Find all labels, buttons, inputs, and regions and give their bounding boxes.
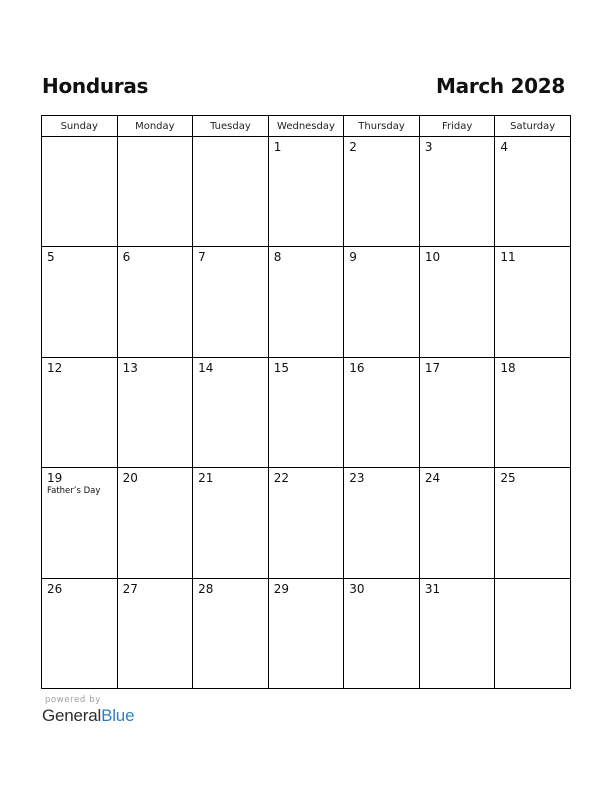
day-cell [419,247,495,357]
weekday-header: Sunday [42,116,118,137]
day-number: 17 [424,360,441,375]
week-row [42,357,571,467]
day-cell [419,578,495,688]
day-number: 18 [500,360,516,375]
day-number: 6 [122,250,131,265]
day-cell [117,578,193,688]
day-number: 8 [273,250,282,265]
day-number: 30 [349,581,365,596]
brand-name-part1: General [42,706,102,725]
day-number [495,579,570,582]
day-number: 27 [122,581,138,596]
day-number: 22 [273,471,289,486]
day-number: 23 [349,471,365,486]
day-number: 15 [273,360,289,375]
day-number [42,137,117,140]
day-number: 7 [198,250,206,265]
week-row [42,468,571,578]
day-cell [495,578,571,688]
day-cell [419,357,495,467]
footer-branding [42,695,134,726]
day-cell [42,578,118,688]
day-number: 4 [500,140,509,154]
day-cell [344,468,420,578]
day-cell [268,137,344,247]
week-row [42,137,571,247]
month-year-title: March 2028 [436,74,565,98]
day-cell [193,137,269,247]
day-cell [42,137,118,247]
day-cell [117,468,193,578]
day-cell [42,357,118,467]
weekday-header: Thursday [344,116,420,137]
day-cell [344,357,420,467]
day-number: 14 [198,360,214,375]
day-number: 16 [349,360,365,375]
day-cell [268,247,344,357]
day-number: 12 [47,360,63,375]
powered-by-label: powered by [45,695,101,705]
day-cell [268,578,344,688]
day-number: 11 [500,250,516,265]
day-cell [268,357,344,467]
day-number [118,137,193,140]
brand-name-part2: Blue [101,706,135,725]
day-number: 19 [47,471,63,486]
calendar-header [42,72,565,100]
day-number: 5 [47,250,55,265]
day-number: 26 [47,581,63,596]
day-number: 25 [500,471,516,486]
day-cell [268,468,344,578]
day-cell [495,137,571,247]
day-number: 3 [424,140,433,154]
day-cell [193,578,269,688]
day-cell [193,247,269,357]
calendar-grid [41,115,571,689]
day-number: 28 [198,581,214,596]
day-number: 21 [198,471,214,486]
day-number: 29 [273,581,289,596]
day-cell [117,357,193,467]
day-number: 13 [122,360,138,375]
day-cell [117,247,193,357]
day-number: 24 [424,471,441,486]
weekday-header: Monday [117,116,193,137]
day-number: 10 [424,250,441,265]
day-number: 31 [424,581,441,596]
weekday-header: Tuesday [193,116,269,137]
day-cell [344,578,420,688]
weekday-header: Friday [419,116,495,137]
weekday-header-row [42,116,571,137]
day-cell [344,247,420,357]
day-number: 20 [122,471,138,486]
holiday-label: Father’s Day [47,486,101,497]
day-cell [344,137,420,247]
day-cell [42,247,118,357]
day-number [193,137,268,140]
day-cell [193,357,269,467]
week-row [42,247,571,357]
day-number: 1 [273,140,282,154]
day-cell [495,247,571,357]
day-cell [117,137,193,247]
generalblue-logo[interactable] [42,706,134,726]
day-cell [419,468,495,578]
day-cell [193,468,269,578]
weekday-header: Wednesday [268,116,344,137]
day-cell [495,357,571,467]
day-number: 2 [349,140,357,154]
day-cell [42,468,118,578]
day-cell [419,137,495,247]
day-number: 9 [349,250,357,265]
week-row [42,578,571,688]
day-cell [495,468,571,578]
country-title: Honduras [42,74,149,98]
weekday-header: Saturday [495,116,571,137]
